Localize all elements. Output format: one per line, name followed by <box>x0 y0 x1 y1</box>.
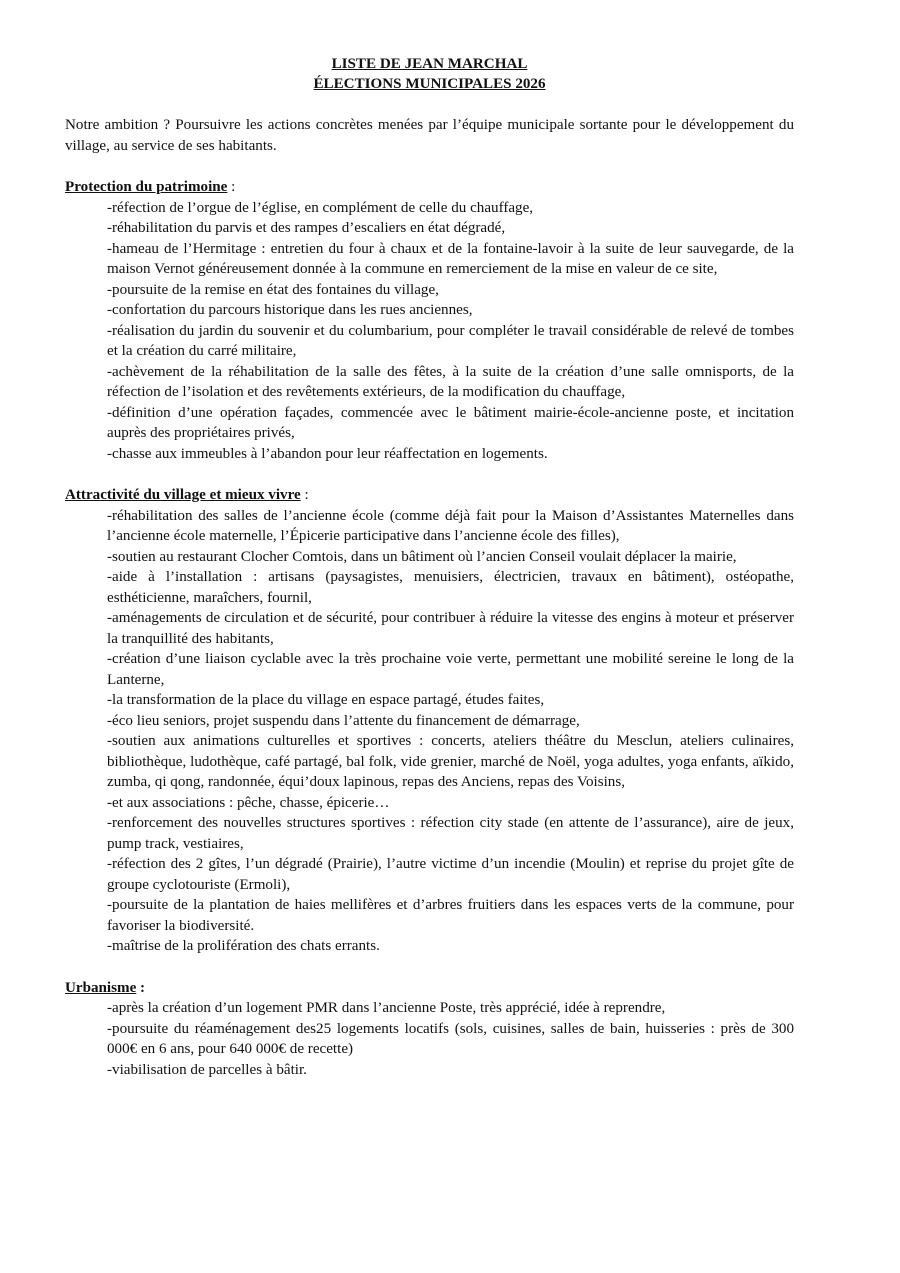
list-item: -chasse aux immeubles à l’abandon pour leur réaffectation en logements. <box>107 445 548 462</box>
section-item-list <box>65 998 794 1080</box>
section-title: Urbanisme <box>65 979 137 996</box>
section-protection-patrimoine <box>65 177 794 464</box>
list-item: -poursuite de la remise en état des fontaines du village, <box>107 281 439 298</box>
list-item: -création d’une liaison cyclable avec la très prochaine voie verte, permettant une mobilité sereine le long de la Lanterne, <box>107 651 794 688</box>
title-line-1: LISTE DE JEAN MARCHAL <box>331 56 528 72</box>
list-item: -soutien aux animations culturelles et sportives : concerts, ateliers théâtre du Mesclun, ateliers culinaires, bibliothèque, ludothèque, café partagé, bal folk, vide grenier, marché de Noël, yoga adultes, yoga enfants, aïkido, zumba, qi qong, randonnée, équi’doux lapinous, repas des Anciens, repas des Voisins, <box>107 733 794 790</box>
section-item-list <box>65 198 794 465</box>
intro-paragraph: Notre ambition ? Poursuivre les actions concrètes menées par l’équipe municipale sortante pour le développement du village, au service de ses habitants. <box>65 117 794 154</box>
section-title-suffix: : <box>300 487 309 503</box>
list-item: -réalisation du jardin du souvenir et du columbarium, pour compléter le travail considérable de relevé de tombes et la création du carré militaire, <box>107 322 794 359</box>
list-item: -après la création d’un logement PMR dans l’ancienne Poste, très apprécié, idée à reprendre, <box>107 1000 666 1016</box>
list-item: -renforcement des nouvelles structures sportives : réfection city stade (en attente de l’assurance), aire de jeux, pump track, vestiaires, <box>107 815 794 852</box>
list-item: -poursuite du réaménagement des25 logements locatifs (sols, cuisines, salles de bain, huisseries : près de 300 000€ en 6 ans, pour 640 000€ de recette) <box>107 1020 794 1057</box>
list-item: -réhabilitation des salles de l’ancienne école (comme déjà fait pour la Maison d’Assistantes Maternelles dans l’ancienne école maternelle, l’Épicerie participative dans l’ancienne école des filles), <box>107 507 794 544</box>
section-heading <box>65 978 794 999</box>
list-item: -la transformation de la place du village en espace partagé, études faites, <box>107 692 545 708</box>
section-attractivite-village <box>65 485 794 957</box>
list-item: -viabilisation de parcelles à bâtir. <box>107 1061 307 1078</box>
section-title-suffix: : <box>227 179 236 195</box>
title-line-2: ÉLECTIONS MUNICIPALES 2026 <box>313 76 546 92</box>
list-item: -soutien au restaurant Clocher Comtois, dans un bâtiment où l’ancien Conseil voulait déplacer la mairie, <box>107 548 737 565</box>
list-item: -et aux associations : pêche, chasse, épicerie… <box>107 794 390 811</box>
list-item: -définition d’une opération façades, commencée avec le bâtiment mairie-école-ancienne poste, et incitation auprès des propriétaires privés, <box>107 404 794 441</box>
list-item: -réhabilitation du parvis et des rampes d’escaliers en état dégradé, <box>107 220 506 236</box>
section-title: Protection du patrimoine <box>65 179 228 195</box>
list-item: -achèvement de la réhabilitation de la salle des fêtes, à la suite de la création d’une salle omnisports, de la réfection de l’isolation et des revêtements extérieurs, de la modification du chauffage, <box>107 363 794 400</box>
section-heading <box>65 177 794 198</box>
list-item: -aménagements de circulation et de sécurité, pour contribuer à réduire la vitesse des engins à moteur et préserver la tranquillité des habitants, <box>107 610 794 647</box>
document-page <box>65 54 794 1080</box>
document-title <box>65 54 794 94</box>
list-item: -hameau de l’Hermitage : entretien du four à chaux et de la fontaine-lavoir à la suite de leur sauvegarde, de la maison Vernot généreusement donnée à la commune en remerciement de la mise en valeur de ce site, <box>107 240 794 277</box>
section-title: Attractivité du village et mieux vivre <box>65 487 301 503</box>
section-urbanisme <box>65 978 794 1081</box>
list-item: -réfection de l’orgue de l’église, en complément de celle du chauffage, <box>107 199 534 216</box>
list-item: -confortation du parcours historique dans les rues anciennes, <box>107 302 473 318</box>
section-title-suffix: : <box>136 979 146 996</box>
section-item-list <box>65 506 794 957</box>
list-item: -réfection des 2 gîtes, l’un dégradé (Prairie), l’autre victime d’un incendie (Moulin) et reprise du projet gîte de groupe cyclotouriste (Ermoli), <box>107 856 794 893</box>
section-heading <box>65 485 794 506</box>
list-item: -maîtrise de la prolifération des chats errants. <box>107 938 380 954</box>
list-item: -poursuite de la plantation de haies mellifères et d’arbres fruitiers dans les espaces verts de la commune, pour favoriser la biodiversité. <box>107 897 794 934</box>
list-item: -aide à l’installation : artisans (paysagistes, menuisiers, électricien, travaux en bâtiment), ostéopathe, esthéticienne, maraîchers, fournil, <box>107 569 794 606</box>
list-item: -éco lieu seniors, projet suspendu dans l’attente du financement de démarrage, <box>107 712 580 729</box>
